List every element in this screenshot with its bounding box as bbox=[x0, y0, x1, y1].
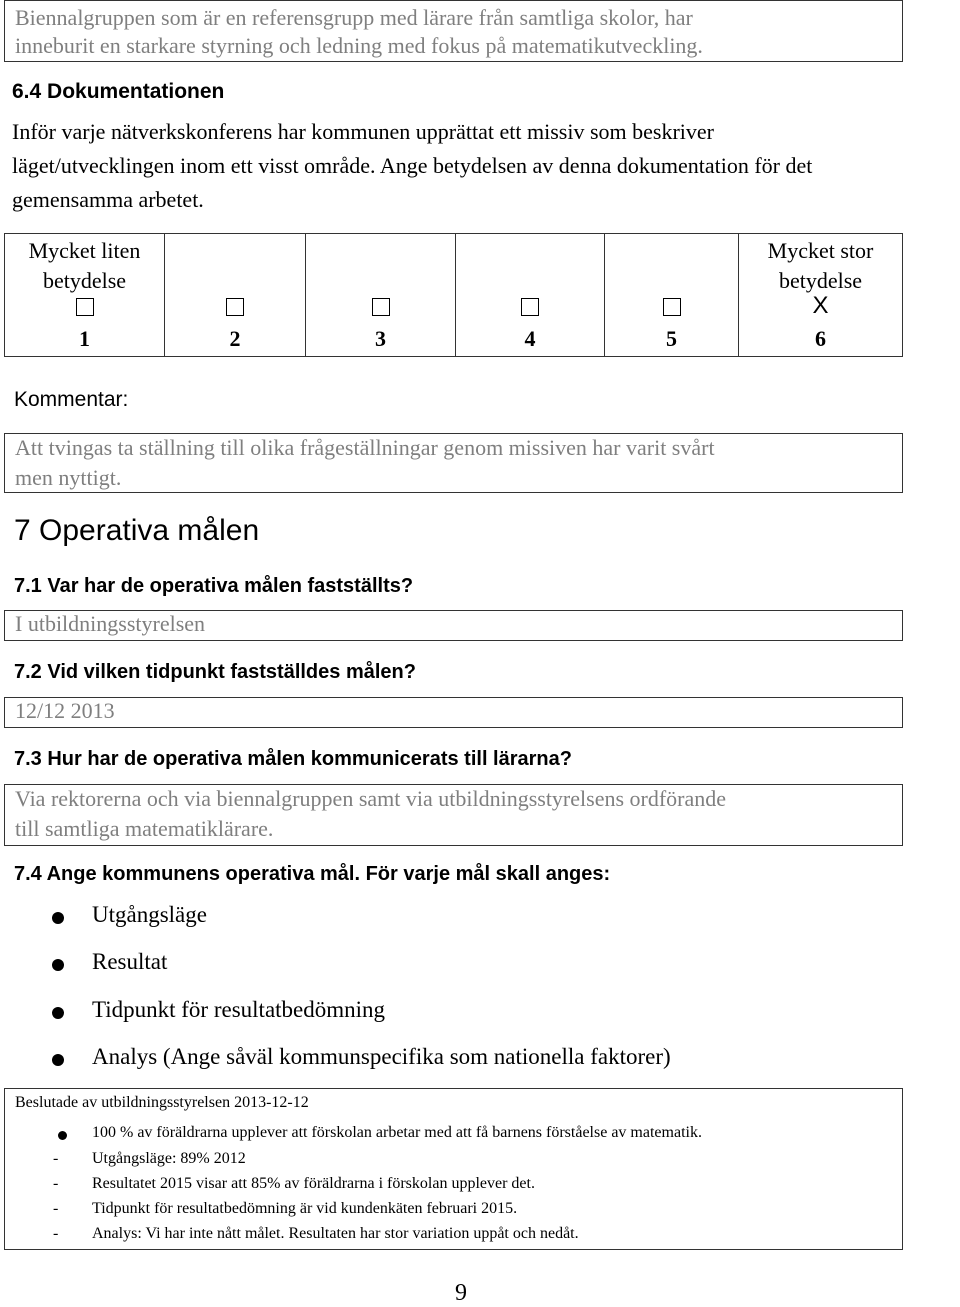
answer-7-1: I utbildningsstyrelsen bbox=[15, 611, 206, 636]
rating-checkbox-1[interactable] bbox=[76, 298, 94, 316]
rating-high-label bbox=[739, 236, 902, 296]
question-7-1: 7.1 Var har de operativa målen fastställts? bbox=[14, 575, 414, 597]
rating-cell-3[interactable] bbox=[306, 234, 456, 356]
rating-high-label-line-1: Mycket stor bbox=[767, 238, 874, 263]
comment-line-2: men nyttigt. bbox=[15, 465, 122, 490]
bullet-icon bbox=[52, 912, 64, 924]
comment-label: Kommentar: bbox=[14, 388, 129, 411]
question-7-4: 7.4 Ange kommunens operativa mål. För varje mål skall anges: bbox=[14, 863, 611, 885]
decision-item: Tidpunkt för resultatbedömning är vid kundenkäten februari 2015. bbox=[92, 1200, 518, 1217]
page-number: 9 bbox=[455, 1280, 467, 1306]
answer-7-1-box bbox=[4, 610, 903, 641]
section-6-4-line-1: Inför varje nätverkskonferens har kommunen upprättat ett missiv som beskriver bbox=[12, 119, 714, 144]
rating-low-label bbox=[5, 236, 164, 296]
bullet-icon bbox=[52, 959, 64, 971]
decision-dash: - bbox=[53, 1150, 59, 1167]
question-7-2: 7.2 Vid vilken tidpunkt fastställdes målen? bbox=[14, 661, 416, 683]
rating-high-label-line-2: betydelse bbox=[778, 268, 863, 293]
intro-line-1: Biennalgruppen som är en referensgrupp med lärare från samtliga skolor, har bbox=[15, 5, 693, 30]
rating-number-5: 5 bbox=[666, 326, 677, 351]
rating-checkbox-4[interactable] bbox=[521, 298, 539, 316]
decision-item: Utgångsläge: 89% 2012 bbox=[92, 1150, 246, 1167]
bullet-icon bbox=[58, 1131, 67, 1140]
comment-line-1: Att tvingas ta ställning till olika frågeställningar genom missiven har varit svårt bbox=[15, 435, 715, 460]
section-6-4-heading: 6.4 Dokumentationen bbox=[12, 80, 225, 103]
decision-item: Analys: Vi har inte nått målet. Resultaten har stor variation uppåt och nedåt. bbox=[92, 1225, 579, 1242]
answer-7-3-line-2: till samtliga matematiklärare. bbox=[15, 816, 274, 841]
intro-line-2: inneburit en starkare styrning och ledning med fokus på matematikutveckling. bbox=[15, 33, 703, 58]
rating-checkbox-5[interactable] bbox=[663, 298, 681, 316]
rating-number-6: 6 bbox=[815, 326, 826, 351]
requirement-text: Analys (Ange såväl kommunspecifika som nationella faktorer) bbox=[92, 1044, 671, 1069]
requirement-text: Utgångsläge bbox=[92, 902, 207, 927]
answer-7-2: 12/12 2013 bbox=[15, 698, 115, 723]
decision-dash: - bbox=[53, 1175, 59, 1192]
rating-cell-2[interactable] bbox=[165, 234, 306, 356]
answer-7-3-box bbox=[4, 784, 903, 846]
section-6-4-line-3: gemensamma arbetet. bbox=[12, 187, 204, 212]
rating-low-label-line-2: betydelse bbox=[42, 268, 127, 293]
decision-item: Resultatet 2015 visar att 85% av föräldrarna i förskolan upplever det. bbox=[92, 1175, 535, 1192]
rating-selected-mark[interactable]: X bbox=[812, 292, 829, 319]
question-7-3: 7.3 Hur har de operativa målen kommunicerats till lärarna? bbox=[14, 748, 572, 770]
rating-cell-5[interactable] bbox=[605, 234, 739, 356]
decision-box bbox=[4, 1088, 903, 1250]
rating-cell-1[interactable] bbox=[5, 234, 165, 356]
section-7-heading: 7 Operativa målen bbox=[14, 514, 260, 547]
rating-number-3: 3 bbox=[375, 326, 386, 351]
bullet-icon bbox=[52, 1054, 64, 1066]
rating-number-1: 1 bbox=[79, 326, 90, 351]
section-6-4-line-2: läget/utvecklingen inom ett visst område. Ange betydelsen av denna dokumentation för det bbox=[12, 153, 813, 178]
answer-7-2-box bbox=[4, 697, 903, 728]
requirement-text: Tidpunkt för resultatbedömning bbox=[92, 997, 386, 1022]
rating-low-label-line-1: Mycket liten bbox=[28, 238, 141, 263]
rating-checkbox-2[interactable] bbox=[226, 298, 244, 316]
intro-text-box bbox=[4, 0, 903, 62]
decision-dash: - bbox=[53, 1225, 59, 1242]
rating-cell-4[interactable] bbox=[456, 234, 605, 356]
requirement-text: Resultat bbox=[92, 949, 168, 974]
decision-title: Beslutade av utbildningsstyrelsen 2013-12-12 bbox=[15, 1094, 309, 1111]
rating-checkbox-3[interactable] bbox=[372, 298, 390, 316]
rating-number-2: 2 bbox=[229, 326, 241, 351]
bullet-icon bbox=[52, 1007, 64, 1019]
rating-scale-table bbox=[4, 233, 903, 357]
comment-box bbox=[4, 433, 903, 493]
rating-number-4: 4 bbox=[524, 326, 536, 351]
answer-7-3-line-1: Via rektorerna och via biennalgruppen samt via utbildningsstyrelsens ordförande bbox=[15, 786, 727, 811]
decision-goal: 100 % av föräldrarna upplever att förskolan arbetar med att få barnens förståelse av matematik. bbox=[92, 1124, 702, 1141]
rating-cell-6[interactable] bbox=[739, 234, 902, 356]
decision-dash: - bbox=[53, 1200, 59, 1217]
